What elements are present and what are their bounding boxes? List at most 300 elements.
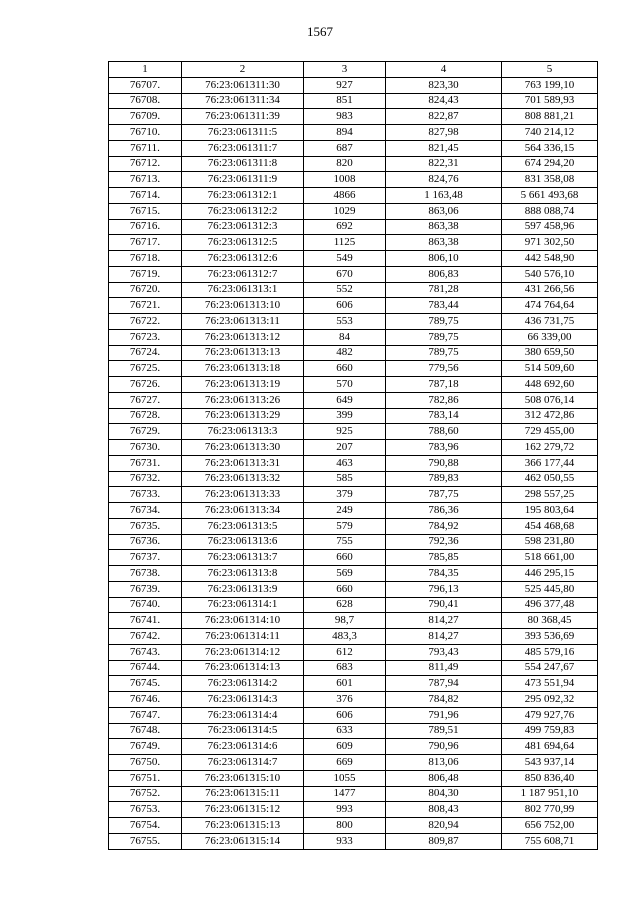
area-cell: 692 <box>304 219 386 235</box>
cadastral-number-cell: 76:23:061312:5 <box>182 235 304 251</box>
area-cell: 399 <box>304 408 386 424</box>
row-number-cell: 76747. <box>109 707 182 723</box>
row-number-cell: 76729. <box>109 424 182 440</box>
cadastral-value-cell: 701 589,93 <box>502 93 598 109</box>
row-number-cell: 76710. <box>109 125 182 141</box>
page-number: 1567 <box>307 24 333 39</box>
row-number-cell: 76736. <box>109 534 182 550</box>
row-number-cell: 76722. <box>109 314 182 330</box>
area-cell: 463 <box>304 455 386 471</box>
cadastral-value-cell: 380 659,50 <box>502 345 598 361</box>
area-cell: 633 <box>304 723 386 739</box>
row-number-cell: 76745. <box>109 676 182 692</box>
cadastral-number-cell: 76:23:061311:30 <box>182 77 304 93</box>
table-row <box>109 518 598 534</box>
row-number-cell: 76746. <box>109 692 182 708</box>
cadastral-value-cell: 473 551,94 <box>502 676 598 692</box>
area-cell: 683 <box>304 660 386 676</box>
cadastral-value-cell: 514 509,60 <box>502 361 598 377</box>
cadastral-number-cell: 76:23:061314:12 <box>182 644 304 660</box>
cadastral-value-cell: 436 731,75 <box>502 314 598 330</box>
cadastral-number-cell: 76:23:061315:11 <box>182 786 304 802</box>
table-row <box>109 581 598 597</box>
specific-value-cell: 820,94 <box>386 818 502 834</box>
table-row <box>109 392 598 408</box>
cadastral-value-cell: 162 279,72 <box>502 440 598 456</box>
cadastral-value-cell: 971 302,50 <box>502 235 598 251</box>
table-row <box>109 550 598 566</box>
cadastral-number-cell: 76:23:061311:8 <box>182 156 304 172</box>
cadastral-number-cell: 76:23:061313:26 <box>182 392 304 408</box>
row-number-cell: 76743. <box>109 644 182 660</box>
area-cell: 649 <box>304 392 386 408</box>
cadastral-value-cell: 195 803,64 <box>502 503 598 519</box>
specific-value-cell: 824,76 <box>386 172 502 188</box>
area-cell: 579 <box>304 518 386 534</box>
cadastral-value-cell: 564 336,15 <box>502 140 598 156</box>
row-number-cell: 76718. <box>109 251 182 267</box>
table-row <box>109 345 598 361</box>
table-row <box>109 172 598 188</box>
row-number-cell: 76708. <box>109 93 182 109</box>
cadastral-value-cell: 312 472,86 <box>502 408 598 424</box>
specific-value-cell: 822,31 <box>386 156 502 172</box>
row-number-cell: 76734. <box>109 503 182 519</box>
row-number-cell: 76755. <box>109 833 182 849</box>
row-number-cell: 76726. <box>109 377 182 393</box>
specific-value-cell: 809,87 <box>386 833 502 849</box>
row-number-cell: 76713. <box>109 172 182 188</box>
cadastral-value-cell: 366 177,44 <box>502 455 598 471</box>
area-cell: 482 <box>304 345 386 361</box>
specific-value-cell: 863,06 <box>386 203 502 219</box>
area-cell: 983 <box>304 109 386 125</box>
cadastral-number-cell: 76:23:061313:32 <box>182 471 304 487</box>
row-number-cell: 76728. <box>109 408 182 424</box>
area-cell: 660 <box>304 361 386 377</box>
cadastral-number-cell: 76:23:061315:10 <box>182 770 304 786</box>
specific-value-cell: 796,13 <box>386 581 502 597</box>
table-row <box>109 408 598 424</box>
specific-value-cell: 827,98 <box>386 125 502 141</box>
cadastral-value-cell: 525 445,80 <box>502 581 598 597</box>
cadastral-value-cell: 446 295,15 <box>502 566 598 582</box>
table-row <box>109 644 598 660</box>
table-row <box>109 203 598 219</box>
table-row <box>109 534 598 550</box>
cadastral-number-cell: 76:23:061314:6 <box>182 739 304 755</box>
cadastral-value-cell: 80 368,45 <box>502 613 598 629</box>
specific-value-cell: 823,30 <box>386 77 502 93</box>
row-number-cell: 76751. <box>109 770 182 786</box>
specific-value-cell: 784,92 <box>386 518 502 534</box>
row-number-cell: 76707. <box>109 77 182 93</box>
column-header-2: 2 <box>182 62 304 78</box>
table-row <box>109 471 598 487</box>
row-number-cell: 76752. <box>109 786 182 802</box>
row-number-cell: 76748. <box>109 723 182 739</box>
cadastral-number-cell: 76:23:061313:7 <box>182 550 304 566</box>
column-header-5: 5 <box>502 62 598 78</box>
table-row <box>109 833 598 849</box>
specific-value-cell: 787,75 <box>386 487 502 503</box>
area-cell: 609 <box>304 739 386 755</box>
specific-value-cell: 824,43 <box>386 93 502 109</box>
specific-value-cell: 790,88 <box>386 455 502 471</box>
table-row <box>109 487 598 503</box>
table-row <box>109 802 598 818</box>
cadastral-number-cell: 76:23:061311:34 <box>182 93 304 109</box>
table-row <box>109 282 598 298</box>
row-number-cell: 76754. <box>109 818 182 834</box>
area-cell: 612 <box>304 644 386 660</box>
table-row <box>109 93 598 109</box>
area-cell: 552 <box>304 282 386 298</box>
cadastral-number-cell: 76:23:061312:6 <box>182 251 304 267</box>
area-cell: 249 <box>304 503 386 519</box>
specific-value-cell: 788,60 <box>386 424 502 440</box>
specific-value-cell: 789,75 <box>386 314 502 330</box>
cadastral-value-cell: 474 764,64 <box>502 298 598 314</box>
specific-value-cell: 789,51 <box>386 723 502 739</box>
specific-value-cell: 793,43 <box>386 644 502 660</box>
cadastral-value-cell: 431 266,56 <box>502 282 598 298</box>
table-row <box>109 156 598 172</box>
cadastral-number-cell: 76:23:061313:31 <box>182 455 304 471</box>
table-row <box>109 613 598 629</box>
specific-value-cell: 781,28 <box>386 282 502 298</box>
specific-value-cell: 1 163,48 <box>386 188 502 204</box>
area-cell: 379 <box>304 487 386 503</box>
row-number-cell: 76742. <box>109 629 182 645</box>
table-row <box>109 770 598 786</box>
table-body <box>109 77 598 849</box>
row-number-cell: 76725. <box>109 361 182 377</box>
specific-value-cell: 790,96 <box>386 739 502 755</box>
cadastral-number-cell: 76:23:061313:18 <box>182 361 304 377</box>
cadastral-value-cell: 295 092,32 <box>502 692 598 708</box>
table-row <box>109 424 598 440</box>
table-row <box>109 723 598 739</box>
cadastral-value-cell: 554 247,67 <box>502 660 598 676</box>
cadastral-number-cell: 76:23:061313:10 <box>182 298 304 314</box>
table-row <box>109 692 598 708</box>
area-cell: 606 <box>304 707 386 723</box>
specific-value-cell: 783,44 <box>386 298 502 314</box>
cadastral-value-cell: 598 231,80 <box>502 534 598 550</box>
area-cell: 483,3 <box>304 629 386 645</box>
table-row <box>109 377 598 393</box>
area-cell: 669 <box>304 755 386 771</box>
cadastral-value-cell: 298 557,25 <box>502 487 598 503</box>
row-number-cell: 76714. <box>109 188 182 204</box>
area-cell: 851 <box>304 93 386 109</box>
cadastral-number-cell: 76:23:061313:9 <box>182 581 304 597</box>
cadastral-number-cell: 76:23:061313:33 <box>182 487 304 503</box>
specific-value-cell: 782,86 <box>386 392 502 408</box>
cadastral-number-cell: 76:23:061314:4 <box>182 707 304 723</box>
area-cell: 755 <box>304 534 386 550</box>
row-number-cell: 76724. <box>109 345 182 361</box>
column-header-1: 1 <box>109 62 182 78</box>
specific-value-cell: 785,85 <box>386 550 502 566</box>
specific-value-cell: 784,35 <box>386 566 502 582</box>
specific-value-cell: 791,96 <box>386 707 502 723</box>
cadastral-value-cell: 656 752,00 <box>502 818 598 834</box>
area-cell: 4866 <box>304 188 386 204</box>
specific-value-cell: 806,10 <box>386 251 502 267</box>
area-cell: 894 <box>304 125 386 141</box>
cadastral-value-cell: 540 576,10 <box>502 266 598 282</box>
cadastral-value-cell: 597 458,96 <box>502 219 598 235</box>
cadastral-number-cell: 76:23:061311:7 <box>182 140 304 156</box>
row-number-cell: 76739. <box>109 581 182 597</box>
table-row <box>109 786 598 802</box>
area-cell: 660 <box>304 581 386 597</box>
row-number-cell: 76717. <box>109 235 182 251</box>
area-cell: 569 <box>304 566 386 582</box>
specific-value-cell: 779,56 <box>386 361 502 377</box>
cadastral-number-cell: 76:23:061311:39 <box>182 109 304 125</box>
table-row <box>109 597 598 613</box>
specific-value-cell: 813,06 <box>386 755 502 771</box>
cadastral-value-cell: 808 881,21 <box>502 109 598 125</box>
specific-value-cell: 790,41 <box>386 597 502 613</box>
cadastral-value-cell: 729 455,00 <box>502 424 598 440</box>
row-number-cell: 76709. <box>109 109 182 125</box>
specific-value-cell: 804,30 <box>386 786 502 802</box>
row-number-cell: 76735. <box>109 518 182 534</box>
cadastral-number-cell: 76:23:061314:11 <box>182 629 304 645</box>
table-row <box>109 314 598 330</box>
row-number-cell: 76719. <box>109 266 182 282</box>
cadastral-number-cell: 76:23:061313:8 <box>182 566 304 582</box>
cadastral-number-cell: 76:23:061314:3 <box>182 692 304 708</box>
specific-value-cell: 821,45 <box>386 140 502 156</box>
cadastral-number-cell: 76:23:061314:1 <box>182 597 304 613</box>
row-number-cell: 76716. <box>109 219 182 235</box>
cadastral-value-cell: 462 050,55 <box>502 471 598 487</box>
row-number-cell: 76727. <box>109 392 182 408</box>
area-cell: 606 <box>304 298 386 314</box>
row-number-cell: 76731. <box>109 455 182 471</box>
area-cell: 585 <box>304 471 386 487</box>
cadastral-number-cell: 76:23:061313:11 <box>182 314 304 330</box>
table-row <box>109 329 598 345</box>
specific-value-cell: 863,38 <box>386 235 502 251</box>
row-number-cell: 76720. <box>109 282 182 298</box>
area-cell: 820 <box>304 156 386 172</box>
specific-value-cell: 787,18 <box>386 377 502 393</box>
row-number-cell: 76721. <box>109 298 182 314</box>
specific-value-cell: 814,27 <box>386 613 502 629</box>
cadastral-value-cell: 481 694,64 <box>502 739 598 755</box>
column-header-3: 3 <box>304 62 386 78</box>
area-cell: 687 <box>304 140 386 156</box>
table-row <box>109 361 598 377</box>
area-cell: 376 <box>304 692 386 708</box>
cadastral-value-cell: 66 339,00 <box>502 329 598 345</box>
cadastral-number-cell: 76:23:061313:30 <box>182 440 304 456</box>
table-row <box>109 109 598 125</box>
area-cell: 98,7 <box>304 613 386 629</box>
table-row <box>109 629 598 645</box>
specific-value-cell: 789,75 <box>386 345 502 361</box>
area-cell: 1477 <box>304 786 386 802</box>
table-row <box>109 755 598 771</box>
table-row <box>109 235 598 251</box>
table-row <box>109 455 598 471</box>
cadastral-value-cell: 479 927,76 <box>502 707 598 723</box>
specific-value-cell: 786,36 <box>386 503 502 519</box>
table-row <box>109 818 598 834</box>
cadastral-number-cell: 76:23:061312:7 <box>182 266 304 282</box>
table-row <box>109 503 598 519</box>
row-number-cell: 76715. <box>109 203 182 219</box>
cadastral-value-cell: 518 661,00 <box>502 550 598 566</box>
row-number-cell: 76733. <box>109 487 182 503</box>
row-number-cell: 76732. <box>109 471 182 487</box>
cadastral-value-cell: 499 759,83 <box>502 723 598 739</box>
table-row <box>109 440 598 456</box>
table-header-row <box>109 62 598 78</box>
table-row <box>109 77 598 93</box>
row-number-cell: 76737. <box>109 550 182 566</box>
cadastral-value-cell: 1 187 951,10 <box>502 786 598 802</box>
cadastral-value-cell: 5 661 493,68 <box>502 188 598 204</box>
area-cell: 570 <box>304 377 386 393</box>
specific-value-cell: 784,82 <box>386 692 502 708</box>
area-cell: 601 <box>304 676 386 692</box>
cadastral-number-cell: 76:23:061313:34 <box>182 503 304 519</box>
row-number-cell: 76711. <box>109 140 182 156</box>
area-cell: 549 <box>304 251 386 267</box>
area-cell: 628 <box>304 597 386 613</box>
table-row <box>109 676 598 692</box>
cadastral-number-cell: 76:23:061312:1 <box>182 188 304 204</box>
area-cell: 1008 <box>304 172 386 188</box>
row-number-cell: 76730. <box>109 440 182 456</box>
cadastral-value-cell: 448 692,60 <box>502 377 598 393</box>
area-cell: 925 <box>304 424 386 440</box>
table-row <box>109 298 598 314</box>
area-cell: 1029 <box>304 203 386 219</box>
row-number-cell: 76744. <box>109 660 182 676</box>
table-row <box>109 125 598 141</box>
cadastral-value-cell: 442 548,90 <box>502 251 598 267</box>
cadastral-number-cell: 76:23:061313:13 <box>182 345 304 361</box>
cadastral-number-cell: 76:23:061314:5 <box>182 723 304 739</box>
cadastral-number-cell: 76:23:061312:2 <box>182 203 304 219</box>
specific-value-cell: 789,75 <box>386 329 502 345</box>
cadastral-value-cell: 454 468,68 <box>502 518 598 534</box>
area-cell: 670 <box>304 266 386 282</box>
area-cell: 800 <box>304 818 386 834</box>
table-row <box>109 188 598 204</box>
cadastral-number-cell: 76:23:061313:6 <box>182 534 304 550</box>
cadastral-number-cell: 76:23:061315:13 <box>182 818 304 834</box>
specific-value-cell: 822,87 <box>386 109 502 125</box>
cadastral-number-cell: 76:23:061313:12 <box>182 329 304 345</box>
cadastral-value-cell: 755 608,71 <box>502 833 598 849</box>
area-cell: 993 <box>304 802 386 818</box>
cadastral-value-cell: 831 358,08 <box>502 172 598 188</box>
specific-value-cell: 808,43 <box>386 802 502 818</box>
table-row <box>109 707 598 723</box>
cadastral-value-cell: 740 214,12 <box>502 125 598 141</box>
specific-value-cell: 787,94 <box>386 676 502 692</box>
specific-value-cell: 783,96 <box>386 440 502 456</box>
row-number-cell: 76712. <box>109 156 182 172</box>
cadastral-number-cell: 76:23:061311:9 <box>182 172 304 188</box>
cadastral-number-cell: 76:23:061313:19 <box>182 377 304 393</box>
specific-value-cell: 806,83 <box>386 266 502 282</box>
area-cell: 553 <box>304 314 386 330</box>
row-number-cell: 76749. <box>109 739 182 755</box>
area-cell: 660 <box>304 550 386 566</box>
row-number-cell: 76740. <box>109 597 182 613</box>
cadastral-number-cell: 76:23:061312:3 <box>182 219 304 235</box>
area-cell: 933 <box>304 833 386 849</box>
cadastral-value-cell: 496 377,48 <box>502 597 598 613</box>
specific-value-cell: 792,36 <box>386 534 502 550</box>
column-header-4: 4 <box>386 62 502 78</box>
specific-value-cell: 814,27 <box>386 629 502 645</box>
row-number-cell: 76723. <box>109 329 182 345</box>
area-cell: 1055 <box>304 770 386 786</box>
cadastral-number-cell: 76:23:061314:2 <box>182 676 304 692</box>
cadastral-value-cell: 508 076,14 <box>502 392 598 408</box>
cadastral-number-cell: 76:23:061313:5 <box>182 518 304 534</box>
table-row <box>109 739 598 755</box>
specific-value-cell: 806,48 <box>386 770 502 786</box>
cadastral-value-cell: 674 294,20 <box>502 156 598 172</box>
cadastral-value-table <box>108 61 598 850</box>
cadastral-value-cell: 802 770,99 <box>502 802 598 818</box>
cadastral-number-cell: 76:23:061315:14 <box>182 833 304 849</box>
area-cell: 927 <box>304 77 386 93</box>
cadastral-number-cell: 76:23:061314:13 <box>182 660 304 676</box>
row-number-cell: 76738. <box>109 566 182 582</box>
cadastral-value-cell: 888 088,74 <box>502 203 598 219</box>
cadastral-value-cell: 850 836,40 <box>502 770 598 786</box>
row-number-cell: 76741. <box>109 613 182 629</box>
cadastral-value-cell: 543 937,14 <box>502 755 598 771</box>
cadastral-number-cell: 76:23:061314:10 <box>182 613 304 629</box>
table-row <box>109 251 598 267</box>
area-cell: 207 <box>304 440 386 456</box>
cadastral-number-cell: 76:23:061313:1 <box>182 282 304 298</box>
table-row <box>109 660 598 676</box>
cadastral-number-cell: 76:23:061315:12 <box>182 802 304 818</box>
row-number-cell: 76750. <box>109 755 182 771</box>
cadastral-value-cell: 485 579,16 <box>502 644 598 660</box>
cadastral-number-cell: 76:23:061314:7 <box>182 755 304 771</box>
area-cell: 84 <box>304 329 386 345</box>
specific-value-cell: 811,49 <box>386 660 502 676</box>
cadastral-number-cell: 76:23:061313:29 <box>182 408 304 424</box>
specific-value-cell: 783,14 <box>386 408 502 424</box>
table-row <box>109 219 598 235</box>
cadastral-value-cell: 393 536,69 <box>502 629 598 645</box>
specific-value-cell: 863,38 <box>386 219 502 235</box>
cadastral-value-cell: 763 199,10 <box>502 77 598 93</box>
specific-value-cell: 789,83 <box>386 471 502 487</box>
cadastral-number-cell: 76:23:061313:3 <box>182 424 304 440</box>
table-row <box>109 266 598 282</box>
table-row <box>109 566 598 582</box>
cadastral-number-cell: 76:23:061311:5 <box>182 125 304 141</box>
